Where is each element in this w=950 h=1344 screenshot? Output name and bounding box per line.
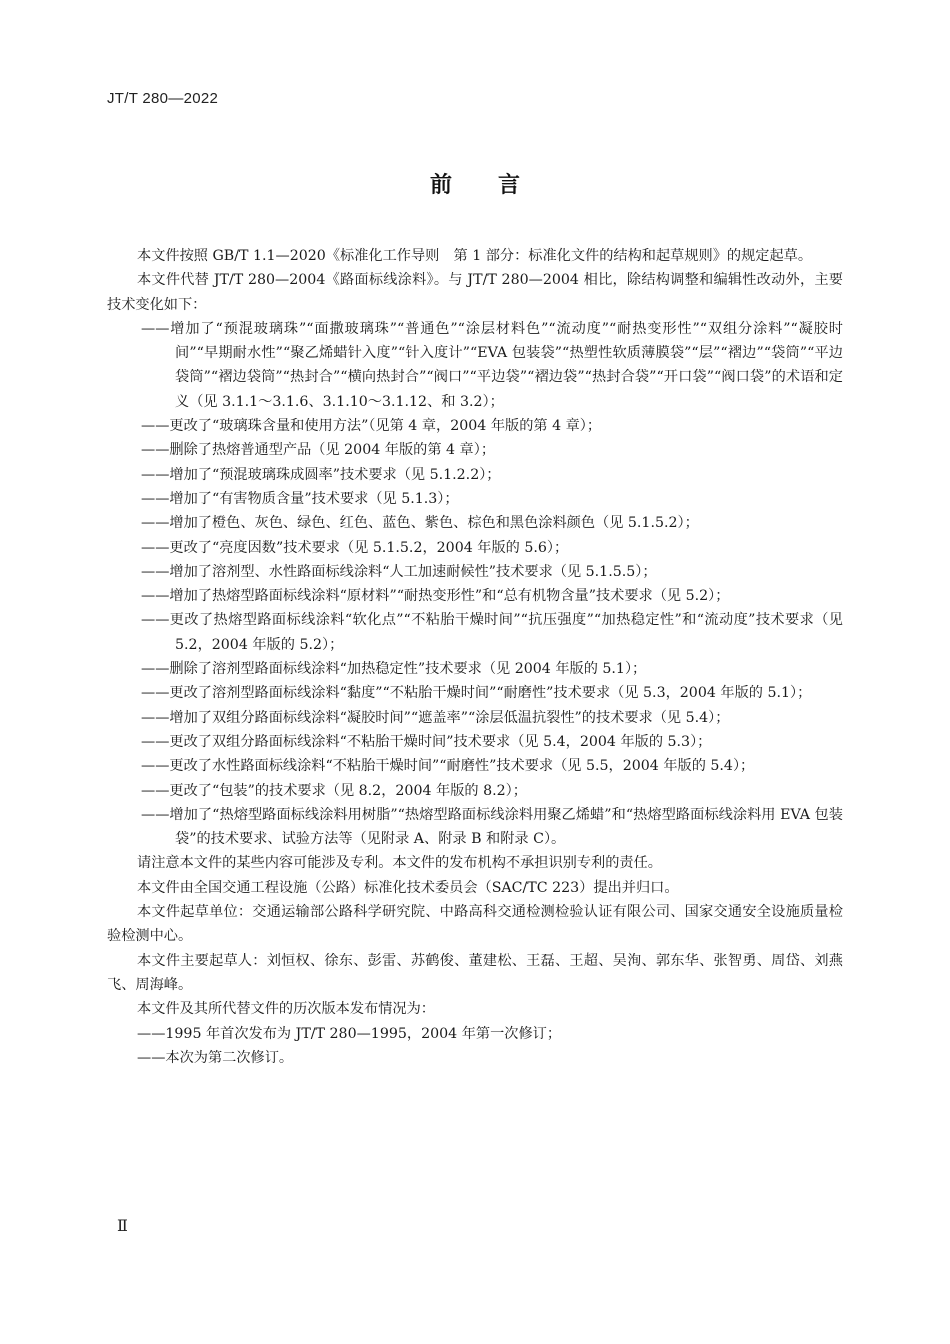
standard-code: JT/T 280—2022 [107,90,219,107]
list-item: ——删除了热熔普通型产品（见 2004 年版的第 4 章）； [141,442,496,459]
list-item: ——更改了溶剂型路面标线涂料“黏度”“不粘胎干燥时间”“耐磨性”技术要求（见 5.3，2004 年版的 5.1）； [141,685,812,702]
list-item: ——增加了双组分路面标线涂料“凝胶时间”“遮盖率”“涂层低温抗裂性”的技术要求（见 5.4）； [141,709,730,726]
list-item: ——更改了“玻璃珠含量和使用方法”（见第 4 章，2004 年版的第 4 章）； [141,418,602,435]
list-item: ——增加了“预混玻璃珠成圆率”技术要求（见 5.1.2.2）； [141,466,501,483]
changes-list [107,317,843,852]
list-item: ——删除了溶剂型路面标线涂料“加热稳定性”技术要求（见 2004 年版的 5.1）； [141,661,647,678]
intro-paragraph: 本文件代替 JT/T 280—2004《路面标线涂料》。与 JT/T 280—2004 相比，除结构调整和编辑性改动外，主要技术变化如下： [107,272,843,313]
list-item: ——本次为第二次修订。 [137,1049,294,1066]
page-title: 前言 [429,173,566,198]
notice-paragraph: 本文件起草单位：交通运输部公路科学研究院、中路高科交通检测检验认证有限公司、国家交通安全设施质量检验检测中心。 [107,904,843,945]
list-item: ——增加了橙色、灰色、绿色、红色、蓝色、紫色、棕色和黑色涂料颜色（见 5.1.5.2）； [141,515,699,532]
list-item: ——增加了溶剂型、水性路面标线涂料“人工加速耐候性”技术要求（见 5.1.5.5）； [141,563,657,580]
list-item: ——1995 年首次发布为 JT/T 280—1995，2004 年第一次修订； [137,1025,562,1042]
list-item: ——更改了热熔型路面标线涂料“软化点”“不粘胎干燥时间”“抗压强度”“加热稳定性”和“流动度”技术要求（见 5.2，2004 年版的 5.2）； [141,612,843,653]
list-item: ——更改了水性路面标线涂料“不粘胎干燥时间”“耐磨性”技术要求（见 5.5，2004 年版的 5.4）； [141,758,755,775]
list-item: ——增加了“有害物质含量”技术要求（见 5.1.3）； [141,490,459,507]
intro-paragraph: 本文件按照 GB/T 1.1—2020《标准化工作导则 第 1 部分：标准化文件的结构和起草规则》的规定起草。 [137,248,813,264]
notice-paragraph: 本文件及其所代替文件的历次版本发布情况为： [137,1001,435,1018]
page-number: Ⅱ [117,1216,128,1235]
body-text [107,244,843,1070]
list-item: ——更改了“包装”的技术要求（见 8.2，2004 年版的 8.2）； [141,782,527,799]
notice-paragraph: 请注意本文件的某些内容可能涉及专利。本文件的发布机构不承担识别专利的责任。 [137,855,662,872]
notice-paragraph: 本文件由全国交通工程设施（公路）标准化技术委员会（SAC/TC 223）提出并归口。 [137,879,679,896]
notice-paragraph: 本文件主要起草人：刘恒权、徐东、彭雷、苏鹤俊、董建松、王磊、王超、吴洵、郭东华、张智勇、周岱、刘燕飞、周海峰。 [107,952,843,993]
list-item: ——更改了“亮度因数”技术要求（见 5.1.5.2，2004 年版的 5.6）； [141,539,569,556]
list-item: ——增加了热熔型路面标线涂料“原材料”“耐热变形性”和“总有机物含量”技术要求（见 5.2）； [141,588,730,605]
list-item: ——增加了“预混玻璃珠”“面撒玻璃珠”“普通色”“涂层材料色”“流动度”“耐热变形性”“双组分涂料”“凝胶时间”“早期耐水性”“聚乙烯蜡针入度”“针入度计”“EVA 包装袋”“热塑性软质薄膜袋”“层”“褶边”“袋筒”“平边袋筒”“褶边袋筒”“热封合”“横向热封合”“阀口”“平边袋”“褶边袋”“热封合袋”“开口袋”“阀口袋”的术语和定义（见 3.1.1～3.1.6、3.1.10～3.1.12、和 3.2）； [141,320,843,410]
history-list [107,1022,843,1071]
list-item: ——更改了双组分路面标线涂料“不粘胎干燥时间”技术要求（见 5.4，2004 年版的 5.3）； [141,733,712,750]
list-item: ——增加了“热熔型路面标线涂料用树脂”“热熔型路面标线涂料用聚乙烯蜡”和“热熔型路面标线涂料用 EVA 包装袋”的技术要求、试验方法等（见附录 A、附录 B 和附录 C）。 [141,806,843,848]
